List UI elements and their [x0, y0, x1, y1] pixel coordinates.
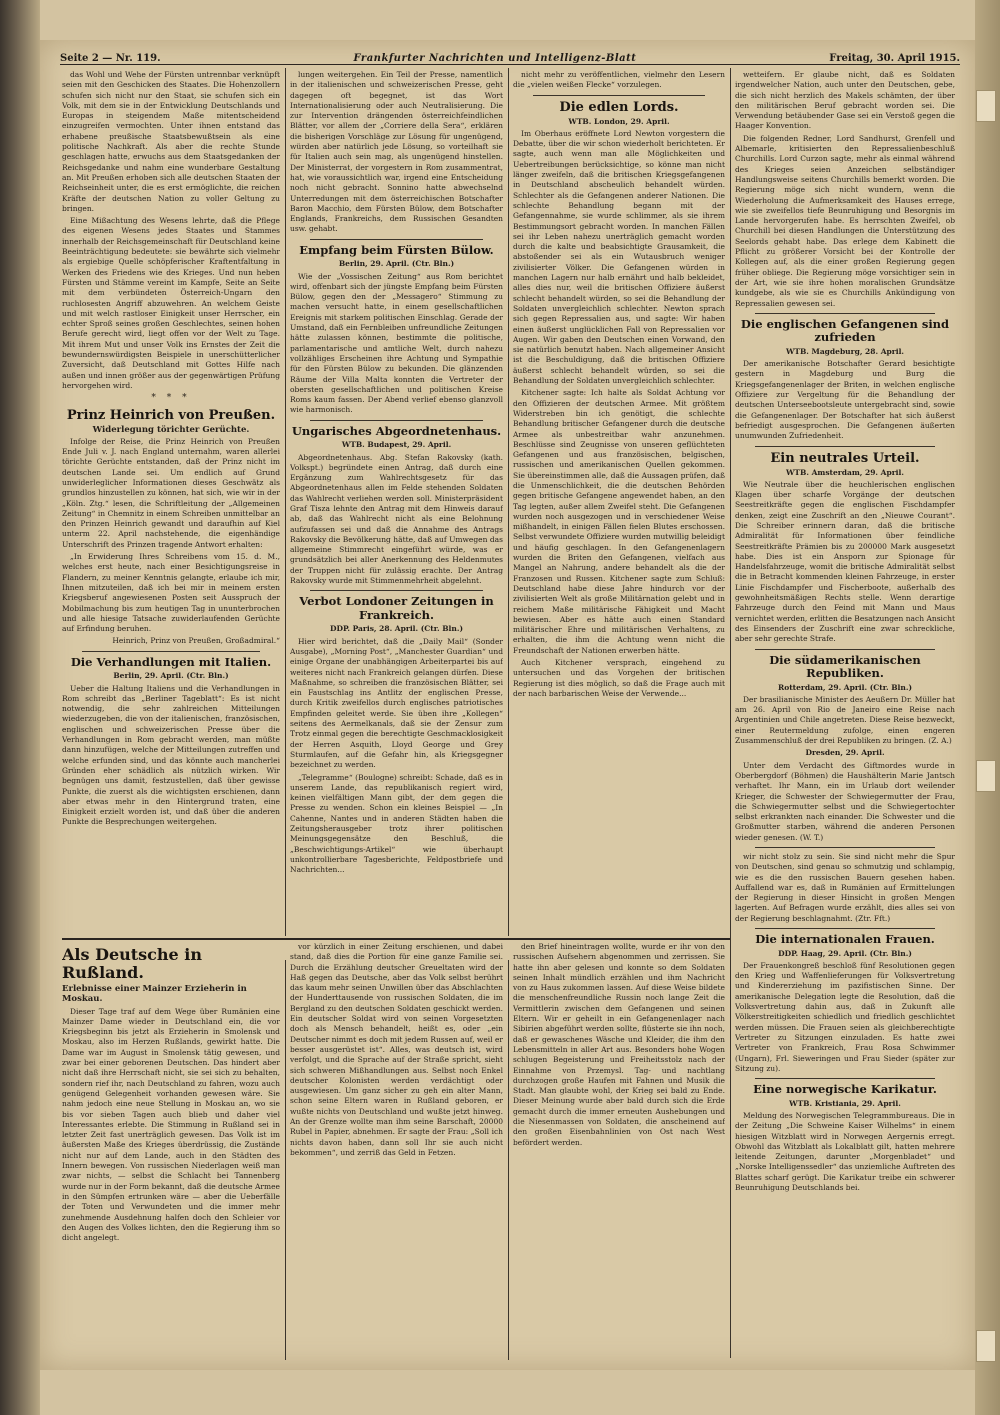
article-text: Infolge der Reise, die Prinz Heinrich von Preußen Ende Juli v. J. nach England unternahm, waren allerlei törichte Gerüchte entstanden, daß der Prinz nicht im deutschen Lande sei. Um endlich auf Grund unwiderleglicher Informationen dieses Geschwätz als grundlos hinzustellen zu können, hat sich, wie wir in der „Köln. Ztg.“ lesen, die Schriftleitung der „Allgemeinen Zeitung“ in Chemnitz in einem Schreiben unmittelbar an den Prinzen Heinrich gewandt und daraufhin auf Kiel unterm 22. April nachstehende, die eigenhändige Unterschrift des Prinzen tragende Antwort erhalten: [62, 436, 280, 549]
divider [755, 649, 935, 650]
article-text: Meldung des Norwegischen Telegrammbureaus. Die in der Zeitung „Die Schweine Kaiser Wilhelms“ in einem hiesigen Witzblatt wird in Norwegen Aergernis erregt. Obwohl das Witzblatt als Lokalblatt gilt, hatten mehrere leitende Zeitungen, darunter „Morgenbladet“ und „Norske Intelligenssedler“ das unziemliche Auftreten des Blattes scharf gerügt. Die Karikatur treibe ein schwerer Beunruhigung Deutschlands bei. [735, 1110, 955, 1193]
article-text: lungen weitergehen. Ein Teil der Presse, namentlich in der italienischen und schweizerischen Presse, geht dagegen oft begegnet, ist das Wort Internationalisierung oder auch Neutralisierung. Die zur Intervention drängenden österreichfeindlichen Blätter, vor allem der „Corriere della Sera“, erklären die bisherigen Vorschläge zur Lösung für ungenügend, würden aber natürlich jede Lösung, so vorteilhaft sie für Italien auch sein mag, als ungenügend hinstellen. Der Ministerrat, der vorgestern in Rom zusammentrat, hat, wie voraussichtlich war, irgend eine Entscheidung noch nicht gebracht. Sonnino hatte abwechselnd Unterredungen mit dem österreichischen Botschafter Baron Macchio, dem Fürsten Bülow, dem Botschafter Englands, Frankreichs, dem Russischen Gesandten usw. gehabt. [290, 70, 503, 234]
subheadline: Widerlegung törichter Gerüchte. [92, 424, 250, 435]
column-rule [730, 68, 731, 1358]
feature-column-1 [62, 942, 280, 1358]
article-text: „Telegramme“ (Boulogne) schreibt: Schade, daß es in unserem Lande, das republikanisch regiert wird, keinen vielfältigen Mann gibt, der dem gegen die Presse zu wenden. Schon ein kleines Beispiel — „In Cahenne, Nantes und in anderen Städten haben die Zeitungsherausgeber trotz ihrer politischen Meinungsgegensätze den Beschluß, die „Beschwichtigungs-Artikel“ wie überhaupt unkontrollierbare Tagesberichte, Feldpostbriefe und Nachrichten... [290, 772, 503, 875]
dateline: WTB. Budapest, 29. April. [341, 440, 452, 450]
article-text: Der amerikanische Botschafter Gerard besichtigte gestern in Magdeburg und Burg die Kriegsgefangenenlager der Briten, in welchen englische Offiziere zur Vergeltung für die Behandlung der deutschen Unterseebootsleute untergebracht sind, sowie die Gefangenenlager. Der Botschafter hat sich äußerst befriedigt ausgesprochen. Die Gefangenen äußerten unumwunden Zufriedenheit. [735, 359, 955, 441]
column-3 [513, 70, 725, 935]
divider [755, 446, 935, 447]
column-rule [508, 960, 509, 1360]
divider [755, 1078, 935, 1079]
article-text: Unter dem Verdacht des Giftmordes wurde in Oberbergdorf (Böhmen) die Haushälterin Marie Jantsch verhaftet. Ihr Mann, ein im Urlaub dort weilender Krieger, die Schwester der Schwiegermutter der Frau, die Schwiegermutter selbst und die Schwiegertochter selbst erkrankten nach einander. Die Schwester und die Großmutter starben, während die anderen Personen wieder genesen. (W. T.) [735, 760, 955, 842]
article-text: das Wohl und Wehe der Fürsten untrennbar verknüpft seien mit den Geschicken des Staates. Die Hohenzollern schufen sich nicht nur den Staat, sie schufen sich ein Volk, mit dem sie in der Entwicklung Deutschlands und Europas in steigendem Maße mitentscheidend einzugreifen vermochten. Unter ihnen entstand das erhabene preußische Staatsbewußtsein als eine politische Nachkraft. Als aber die rechte Stunde geschlagen hatte, erwuchs aus dem Staatsgedanken der Reichsgedanke und nahm eine wunderbare Gestaltung an. Mit Preußen erhoben sich alle deutschen Staaten der Reichseinheit unter, die es erst ermöglichte, die reichen Kräfte der deutschen Nation zu voller Geltung zu bringen. [62, 70, 280, 213]
article-text: Im Oberhaus eröffnete Lord Newton vorgestern die Debatte, über die wir schon wiederholt berichteten. Er sagte, auch wenn man alle Möglichkeiten und Uebertreibungen berücksichtige, so könne man nicht länger zweifeln, daß die britischen Kriegsgefangenen in Deutschland abscheulich behandelt würden. Schlechter als die Gefangenen anderer Nationen. Die schlechte Behandlung begann mit der Gefangennahme, sie wurde schlimmer, als sie ihrem Bestimmungsort gebracht worden. In manchen Fällen sei ihr Leben nahezu unerträglich gemacht worden durch die kalte und beabsichtigte Grausamkeit, die abstoßender sei als ein Wutausbruch weniger zivilisierter Völker. Die Gefangenen würden in manchen Lagern nur halb ernährt und halb bekleidet, alles dies nur, weil die britischen Offiziere äußerst schlecht behandelt würden, so sei die Behandlung der Soldaten unvergleichlich schlechter. Newton sprach sich gegen Repressalien aus, und sagte: Wir haben einen äußerst unglücklichen Fall von Repressalien vor Augen. Wir gaben den Deutschen einen Vorwand, den sie natürlich benutzt haben. Nach allgemeiner Ansicht ist die Beschuldigung, daß die britischen Offiziere äußerst schlecht behandelt würden, so sei die Behandlung der Soldaten unvergleichlich schlechter. [513, 128, 725, 386]
article-text: wetteifern. Er glaube nicht, daß es Soldaten irgendwelcher Nation, auch unter den Deutschen, gebe, die sich nicht herzlich des Makels schämten, der über den militärischen Beruf gebracht worden sei. Die Verwendung betäubender Gase sei ein Verstoß gegen die Haager Konvention. [735, 70, 955, 131]
headline-ungarn: Ungarisches Abgeordnetenhaus. [291, 423, 502, 438]
dateline: WTB. Amsterdam, 29. April. [786, 467, 904, 477]
headline-gefangene-zufrieden: Die englischen Gefangenen sind zufrieden [740, 316, 950, 345]
headline-suedamerika: Die südamerikanischen Republiken. [769, 652, 921, 681]
section-rule [62, 938, 730, 940]
dateline: Berlin, 29. April. (Ctr. Bln.) [338, 259, 455, 269]
column-rule [285, 68, 286, 936]
article-text: Eine Mißachtung des Wesens lehrte, daß die Pflege des eigenen Wesens jedes Staates und Stammes innerhalb der Reichsgemeinschaft für Deutschland keine Beeinträchtigung bedeutete: sie bewährte sich vielmehr als ergiebige Quelle schöpferischer Kraftentfaltung in Werken des Friedens wie des Krieges. Und nun heben Fürsten und Stämme vereint im Kampfe, Seite an Seite mit dem verbündeten Österreich-Ungarn den ruchlosesten Angriff abzuwehren. An welchem Geiste und mit welch rastloser Einigkeit unser Herrscher, ein echter Sproß seines großen Geschlechtes, seinen hohen Berufe gerecht wird, liegt offen vor der Welt zu Tage. Mit ihrem Mut und unser Volk ins Ernstes der Zeit die bewundernswürdigsten Beispiele in unerschütterlicher Zuversicht, daß Deutschland mit Gottes Hilfe nach außen und innen größer aus der gegenwärtigen Prüfung hervorgehen wird. [62, 216, 280, 390]
binding-tab [976, 760, 996, 792]
article-text: Abgeordnetenhaus. Abg. Stefan Rakovsky (kath. Volkspt.) begründete einen Antrag, daß durch eine Ergänzung zum Wahlrechtsgesetz für das Abgeordnetenhaus allen im Felde stehenden Soldaten das Wahlrecht verliehen werden soll. Ministerpräsident Graf Tisza lehnte den Antrag mit dem Hinweis darauf ab, daß das Wahlrecht nicht als eine Belohnung aufzufassen sei und daß die Annahme des Antrags Rakovsky die Bevölkerung hätte, daß auf Umwegen das allgemeine Stimmrecht eingeführt würde, was er grundsätzlich bei aller Anerkennung des Heldenmutes der Truppen nicht für zulässig erachte. Der Antrag Rakovsky wurde mit Stimmenmehrheit abgelehnt. [290, 452, 503, 586]
headline-norwegische-karikatur: Eine norwegische Karikatur. [753, 1082, 937, 1097]
article-text: Ueber die Haltung Italiens und die Verhandlungen in Rom schreibt das „Berliner Tageblatt“: Es ist nicht notwendig, die sehr zahlreichen Mitteilungen wiederzugeben, die von der italienischen, französischen, englischen und schweizerischen Presse über die Verhandlungen in Rom gebracht werden, man müßte dann hinzufügen, welche der Mitteilungen zutreffen und welche erfunden sind, und das könnte auch mancherlei Gründen eher schädlich als nützlich wirken. Wir begnügen uns damit, festzustellen, daß über gewisse Punkte, die zuerst als die wichtigsten erschienen, dann aber etwas mehr in den Hintergrund traten, eine Einigkeit erzielt worden ist, und daß über die anderen Punkte die Besprechungen weitergehen. [62, 683, 280, 827]
headline-edle-lords: Die edlen Lords. [559, 99, 679, 115]
divider [755, 313, 935, 314]
divider [755, 928, 935, 929]
column-1 [62, 70, 280, 935]
article-text: Der brasilianische Minister des Aeußern Dr. Müller hat am 26. April von Rio de Janeiro eine Reise nach Argentinien und Chile angetreten. Diese Reise bezweckt, einer Reutermeldung zufolge, einen engeren Zusammenschluß der drei Republiken zu bringen. (Z. A.) [735, 694, 955, 746]
signature: Heinrich, Prinz von Preußen, Großadmiral.“ [112, 636, 280, 646]
separator-stars: * * * [151, 393, 191, 404]
article-text: Kitchener sagte: Ich halte als Soldat Achtung vor den Offizieren der deutschen Armee. Mit größtem Widerstreben bin ich genötigt, die schlechte Behandlung britischer Gefangener durch die deutsche Armee als unbestreitbar wahr anzunehmen. Beschlüsse sind Zeugnisse von unseren geflüchteten Gefangenen und aus französischen, belgischen, russischen und amerikanischen Quellen gekommen. Sie übereinstimmen alle, daß die Aussagen prüfen, daß die Unmenschlichkeit, die die deutschen Behörden gegen britische Gefangene angewendet haben, an den Tag legten, außer allem Zweifel steht. Die Gefangenen wurden noch ausgezogen und in verschiedener Weise mißhandelt, in einigen Fällen fielen Blutes erschossen. Selbst verwundete Offiziere wurden mutwillig beleidigt und häufig geschlagen. In den Gefangenenlagern wurden die Briten den Gefangenen, vielfach aus Mangel an Nahrung, andere behandelt als die der Franzosen und Russen. Kitchener sagte zum Schluß: Deutschland habe diese Jahre hindurch vor der zivilisierten Welt als große Militärnation gelebt und in reichem Maße militärische Fähigkeit und Macht bewiesen. Aber es hätte auch einen Standard militärischer Ehre und militärischen Verhaltens, zu erhalten, die ihm die Achtung wenn nicht die Freundschaft der Nationen erwerben hätte. [513, 388, 725, 655]
article-text: vor kürzlich in einer Zeitung erschienen, und dabei stand, daß dies die Portion für eine ganze Familie sei. Durch die Erzählung deutscher Greueltaten wird der Haß gegen das Deutsche, aber das Volk selbst berührt das kaum mehr seinen Unwillen über das Abschlachten der Hunderttausende von russischen Soldaten, die im Bergland zu den deutschen Soldaten geschickt werden. Ein deutscher Soldat wird von seinen Vorgesetzten doch als Mensch behandelt, heißt es, oder „ein Deutscher nimmt es doch mit jedem Russen auf, weil er besser ausgerüstet ist“. Alles, was deutsch ist, wird verfolgt, und die Sprache auf der Straße spricht, sieht sich schweren Mißhandlungen aus. Selbst noch Enkel deutscher Kolonisten werden verdächtigt oder ausgewiesen. Um ganz sicher zu geh ein alter Mann, schon seine Eltern waren in Rußland geboren, er wußte nichts von Deutschland und wußte jetzt hinweg. An der Grenze wollte man ihm seine Barschaft, 20000 Rubel in Papier, abnehmen. Er sagte der Frau: „Soll ich nichts davon haben, dann soll Ihr sie auch nicht bekommen“, und zerriß das Geld in Fetzen. [290, 942, 503, 1157]
book-spine [0, 0, 40, 1415]
dateline: DDP. Haag, 29. April. (Ctr. Bln.) [778, 948, 912, 958]
headline-italien: Die Verhandlungen mit Italien. [70, 654, 272, 669]
article-text: nicht mehr zu veröffentlichen, vielmehr den Lesern die „vielen weißen Flecke“ vorzulegen. [513, 70, 725, 90]
headline-deutsche-in-russland: Als Deutsche in Rußland. [62, 945, 202, 982]
article-text: Der Frauenkongreß beschloß fünf Resolutionen gegen den Krieg und Waffenlieferungen für Volksvertretung und Kindererziehung im pazifistischen Sinne. Der amerikanische Delegation legte die Resolution, daß die Volksvertretung dahin aus, daß in Zukunft alle Völkerstreitigkeiten schiedlich und friedlich geschlichtet werden müssen. Die Frauen seien als gleichberechtigte Vertreter zu Sitzungen einzuladen. Es hatte zwei Vertreter von Frankreich, Frau Rosa Schwimmer (Ungarn), Frl. Sieweringen und Frau Sieder (später zur Sitzung zu). [735, 960, 955, 1073]
column-rule [508, 68, 509, 936]
headline-neutrales-urteil: Ein neutrales Urteil. [770, 450, 920, 466]
divider [82, 651, 260, 652]
article-text: Die folgenden Redner, Lord Sandhurst, Grenfell und Albemarle, kritisierten den Repressalienbeschluß Churchills. Lord Curzon sagte, mehr als einmal während des Krieges seien Anzeichen selbständiger Handlungsweise seitens Churchills bemerkt worden. Die Regierung möge sich nicht wundern, wenn die Wiederholung die Aufmerksamkeit des Hauses errege, wie sie zweifellos tiefe Beunruhigung und Besorgnis im Lande hervorgerufen habe. Es herrschten Zweifel, ob Churchill bei diesen Handlungen die Unterstützung des Seelords gehabt habe. Das erlege dem Kabinett die Pflicht zu größerer Vorsicht bei der Kontrolle der Kollegen auf, als die einer großen Regierung gegen früher obliege. Die Regierung möge vorsichtiger sein in der Art, wie sie ihre hohen moralischen Grundsätze kundgebe, als wie sie es Churchills Ankündigung von Repressalien gewesen sei. [735, 133, 955, 308]
page-header [60, 48, 960, 65]
divider [310, 420, 483, 421]
headline-buelow: Empfang beim Fürsten Bülow. [299, 242, 494, 257]
article-text: wir nicht stolz zu sein. Sie sind nicht mehr die Spur von Deutschen, sind genau so schmutzig und schlampig, wie es die den russischen Bauern gesehen haben. Auffallend war es, daß in Rumänien auf Ermittelungen der Regierung in dieser Hinsicht in großen Mengen lagerten. Auf Befragen wurde erzählt, dies alles sei von der Regierung beschlagnahmt. (Ztr. Fft.) [735, 852, 955, 923]
page-number: Seite 2 — Nr. 119. [60, 53, 161, 64]
page-edge [975, 0, 1000, 1415]
article-text: „In Erwiderung Ihres Schreibens vom 15. d. M., welches erst heute, nach einer Besichtigungsreise in Flandern, zu meiner Kenntnis gelangte, erlaube ich mir, Ihnen mitzuteilen, daß ich bei mir in meinem ersten Kriegsberuf angewiesenen Posten seit Ausspruch der Mobilmachung bis zum heutigen Tag in ununterbrochen und alle hiesige Tatsache zuwiderlaufenden Gerüchte auf Erfindung beruhen. [62, 552, 280, 634]
dateline: Berlin, 29. April. (Ctr. Bln.) [113, 671, 229, 681]
article-text: den Brief hineintragen wollte, wurde er ihr von den russischen Aufsehern abgenommen und zerrissen. Sie hatte ihn aber gelesen und konnte so dem Soldaten seinen Inhalt mündlich erzählen und ihm Nachricht von zu Haus zukommen lassen. Auf diese Weise bildete die menschenfreundliche Russin noch lange Zeit die Vermittlerin zwischen dem Gefangenen und seinen Eltern. Wir er geheilt in ein Gefangenenlager nach Sibirien abgeführt werden sollte, flüsterte sie ihn noch, daß er gewaschenes Wäsche und Kleider, die ihm den Lebensmitteln in aller Art aus. Besonders hohe Wogen schlugen Begeisterung und Freiheitsstolz nach der Einnahme von Przemysl. Tag- und nachtlang durchzogen große Haufen mit Fahnen und Musik die Stadt. Man glaubte wohl, der Krieg sei bald zu Ende. Dieser Meinung wurde aber bald durch sich die Erde gemacht durch die immer erneuten Aushebungen und die Niesenmassen von Soldaten, die anscheinend auf den großen Eisenbahnlinien von Ost nach West befördert werden. [513, 942, 725, 1147]
divider [310, 590, 483, 591]
dateline: WTB. Kristiania, 29. April. [789, 1098, 901, 1108]
headline-londoner-zeitungen: Verbot Londoner Zeitungen in Frankreich. [299, 594, 494, 622]
dateline: WTB. London, 29. April. [568, 116, 670, 126]
divider [310, 239, 483, 240]
article-text: Wie Neutrale über die heuchlerischen englischen Klagen über scharfe Vorgänge der deutschen Seestreitkräfte gegen die englischen Fischdampfer denken, zeigt eine Zuschrift an den „Nieuwe Courant“. Die Schreiber erinnern daran, daß die britische Admiralität für Informationen über feindliche Seestreitkräfte Prämien bis zu 200000 Mark ausgesetzt habe. Dies ist ein Ansporn zur Spionage für Handelsfahrzeuge, womit die britische Admiralität selbst die in Betracht kommenden kleinen Fahrzeuge, in erster Linie Fischdampfer und Fischerboote, außerhalb des gewohnheitsmäßigen Rechts stelle. Wenn derartige Fahrzeuge durch den Feind mit Mann und Maus vernichtet werden, erlitten die Besatzungen nach Ansicht des Einsenders der Zuschrift eine zwar schreckliche, aber sehr gerechte Strafe. [735, 479, 955, 644]
dateline: Rotterdam, 29. April. (Ctr. Bln.) [777, 682, 912, 692]
feature-column-2 [290, 942, 503, 1358]
binding-tab [976, 1330, 996, 1362]
headline-internationale-frauen: Die internationalen Frauen. [755, 932, 935, 947]
issue-date: Freitag, 30. April 1915. [829, 53, 960, 64]
article-text: Wie der „Vossischen Zeitung“ aus Rom berichtet wird, offenbart sich der jüngste Empfang beim Fürsten Bülow, gegen den der „Messagero“ Stimmung zu machen versucht hatte, in einem gesellschaftlichen Ereignis mit starkem politischen Einschlag. Gerade der Umstand, daß ein Fernbleiben unfreundliche Zeitungen hätte zulassen können, bestimmte die politische, parlamentarische und amtliche Welt, durch nahezu vollzähliges Erscheinen ihre Achtung und Sympathie für den Fürsten Bülow zu bekunden. Die glänzenden Räume der Villa Malta konnten die Vertreter der obersten gesellschaftlichen und politischen Kreise Roms kaum fassen. Der Abend verlief ebenso glanzvoll wie harmonisch. [290, 271, 503, 415]
dateline: WTB. Magdeburg, 28. April. [785, 346, 905, 356]
article-text: Hier wird berichtet, daß die „Daily Mail“ (Sonder Ausgabe), „Morning Post“, „Manchester Guardian“ und einige Organe der unabhängigen Arbeiterpartei bis auf weiteres nicht nach Frankreich gelangen dürfen. Diese Maßnahme, so schreiben die französischen Blätter, sei ein Faustschlag ins Antlitz der englischen Presse, durch Kritik zweifellos durch englisches patriotisches Empfinden geleitet werde. Sie üben ihre „Kollegen“ seitens des Aermelkanals, daß sie der Zensur zum Trotz einmal gegen die berechtigte Geschmacklosigkeit der Herren Asquith, Lloyd George und Grey Sturmlaufen, auf die Gefahr hin, als Kriegsgegner bezeichnet zu werden. [290, 636, 503, 770]
column-rule [285, 960, 286, 1360]
binding-tab [976, 90, 996, 122]
article-text: Auch Kitchener versprach, eingehend zu untersuchen und das Vorgehen der britischen Regierung ist dies möglich, so daß die Frage auch mit der nach barbarischen Weise der Verwende... [513, 658, 725, 698]
masthead: Frankfurter Nachrichten und Intelligenz-Blatt [353, 53, 637, 64]
dateline: DDP. Paris, 28. April. (Ctr. Bln.) [329, 624, 464, 634]
subheadline: Erlebnisse einer Mainzer Erzieherin in Moskau. [62, 984, 247, 1005]
headline-prinz-heinrich: Prinz Heinrich von Preußen. [66, 407, 276, 423]
article-text: Dieser Tage traf auf dem Wege über Rumänien eine Mainzer Dame wieder in Deutschland ein, die vor Kriegsbeginn bis jetzt als Erzieherin in Smolensk und Moskau, also im Herzen Rußlands, gewirkt hatte. Die Dame war im August in Smolensk tätig gewesen, und zwar bei einer geborenen Deutschen. Das hindert aber nicht daß ihre Herrschaft nicht, sie sei sich zu behalten, sondern rief ihr, nach Deutschland zu fahren, wozu auch genügend Gelegenheit vorhanden gewesen wäre. Sie nahm jedoch eine neue Stellung in Moskau an, wo sie bis vor sieben Tagen auch blieb und daher viel Interessantes erlebte. Die Stimmung in Rußland sei in letzter Zeit fast unerträglich gewesen. Das Volk ist im äußersten Maße des Krieges überdrüssig, die Zustände nicht nur auf dem Lande, auch in den Städten des Innern bewegen. Von russischen Niederlagen weiß man zwar nichts, — selbst die Schlacht bei Tannenberg wurde nur in der Form bekannt, daß die deutsche Armee in den Sümpfen ertrunken wäre — aber die Ueberfälle der Toten und Verwundeten und die immer mehr zunehmende Ausdehnung halfen doch den Schleier vor den Augen des Volkes lichten, den die Regierung ihm so dicht angelegt. [62, 1006, 280, 1243]
column-2 [290, 70, 503, 935]
dateline: Dresden, 29. April. [805, 748, 885, 758]
feature-column-3 [513, 942, 725, 1358]
divider [755, 847, 935, 848]
divider [533, 95, 705, 96]
column-4 [735, 70, 955, 1358]
